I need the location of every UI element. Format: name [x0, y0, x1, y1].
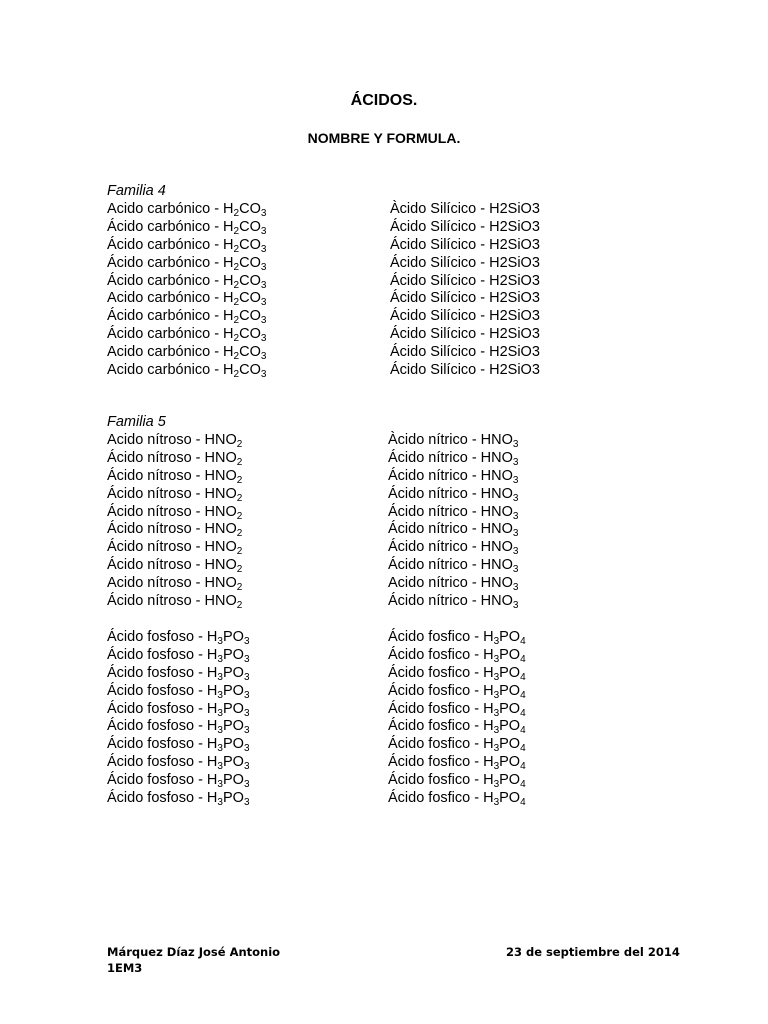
acid-name-text: Ácido carbónico - H — [107, 272, 234, 289]
formula-subscript: 4 — [520, 671, 526, 683]
formula-part: PO — [222, 790, 244, 807]
formula-subscript: 2 — [233, 351, 240, 363]
formula-subscript: 3 — [493, 689, 500, 701]
formula-part: PO — [499, 646, 521, 663]
acid-entry — [107, 790, 250, 808]
formula-subscript: 2 — [236, 492, 243, 504]
section-2-left-column — [107, 629, 250, 808]
formula-subscript: 3 — [243, 761, 250, 773]
formula-subscript: 2 — [233, 243, 240, 255]
acid-name-text: Ácido nítroso - HNO — [107, 593, 237, 610]
acid-entry — [388, 629, 526, 647]
formula-subscript: 3 — [512, 600, 519, 612]
formula-subscript: 3 — [217, 725, 223, 737]
formula-subscript: 3 — [243, 743, 250, 755]
formula-part: PO — [222, 664, 244, 681]
formula-subscript: 3 — [243, 779, 250, 791]
acid-entry — [107, 362, 266, 380]
acid-entry — [388, 504, 518, 522]
acid-name-text: Ácido nítroso - HNO — [107, 467, 237, 484]
acid-entry — [388, 736, 526, 754]
formula-subscript: 2 — [236, 456, 243, 468]
formula-part: PO — [499, 682, 521, 699]
acid-name-text: Ácido nítrico - HNO — [388, 521, 513, 538]
formula-subscript: 2 — [236, 528, 243, 540]
formula-part: PO — [222, 718, 244, 735]
formula-subscript: 2 — [236, 439, 243, 450]
formula-subscript: 4 — [520, 636, 526, 647]
acid-name-text: Acido carbónico - H — [107, 362, 234, 379]
formula-part: PO — [499, 700, 521, 717]
acid-entry — [107, 219, 266, 237]
formula-part: PO — [499, 664, 521, 681]
formula-subscript: 3 — [493, 707, 500, 719]
acid-entry — [388, 521, 518, 539]
formula-subscript: 2 — [233, 297, 240, 309]
formula-subscript: 3 — [243, 725, 250, 737]
acid-name-text: Acido carbónico - H — [107, 290, 234, 307]
acid-entry — [388, 683, 526, 701]
acid-entry — [107, 308, 266, 326]
formula-subscript: 3 — [243, 707, 250, 719]
acid-name-text: Àcido nítrico - HNO — [388, 432, 513, 448]
formula-part: PO — [222, 646, 244, 663]
acid-name-text: Ácido nítrico - HNO — [388, 557, 513, 574]
formula-subscript: 2 — [233, 333, 240, 345]
section-label-familia-4: Familia 4 — [107, 183, 166, 199]
formula-subscript: 2 — [233, 279, 240, 291]
acid-name-text: Ácido carbónico - H — [107, 326, 234, 343]
formula-subscript: 3 — [243, 636, 250, 647]
acid-entry — [388, 593, 518, 611]
acid-entry — [107, 701, 250, 719]
formula-subscript: 3 — [243, 671, 250, 683]
formula-part: CO — [239, 308, 261, 325]
acid-entry — [107, 468, 242, 486]
acid-entry — [107, 486, 242, 504]
acid-entry — [107, 273, 266, 291]
acid-name-text: Ácido carbónico - H — [107, 254, 234, 271]
acid-entry — [107, 718, 250, 736]
formula-subscript: 2 — [233, 369, 240, 381]
formula-subscript: 3 — [243, 653, 250, 665]
acid-entry — [390, 344, 540, 362]
formula-subscript: 2 — [236, 546, 243, 558]
acid-name-text: Ácido Silícico - H2SiO3 — [390, 308, 540, 325]
acid-entry — [390, 237, 540, 255]
formula-subscript: 3 — [512, 492, 519, 504]
acid-name-text: Ácido fosfoso - H — [107, 646, 218, 663]
formula-part: PO — [499, 629, 521, 645]
formula-subscript: 3 — [493, 725, 500, 737]
acid-entry — [107, 504, 242, 522]
acid-name-text: Ácido carbónico - H — [107, 308, 234, 325]
formula-part: PO — [222, 629, 244, 645]
formula-part: CO — [239, 272, 261, 289]
acid-entry — [107, 683, 250, 701]
formula-subscript: 3 — [260, 369, 267, 381]
formula-subscript: 3 — [217, 797, 223, 809]
acid-name-text: Ácido fosfoso - H — [107, 629, 218, 645]
acid-entry — [388, 754, 526, 772]
formula-subscript: 4 — [520, 707, 526, 719]
formula-part: PO — [222, 754, 244, 771]
acid-name-text: Acido nítroso - HNO — [107, 575, 237, 592]
acid-name-text: Ácido fosfoso - H — [107, 790, 218, 807]
acid-name-text: Ácido fosfico - H — [388, 718, 494, 735]
acid-name-text: Ácido nítroso - HNO — [107, 503, 237, 520]
acid-entry — [107, 255, 266, 273]
formula-subscript: 3 — [512, 510, 519, 522]
acid-entry — [107, 754, 250, 772]
section-2-right-column — [388, 629, 526, 808]
section-label-familia-5: Familia 5 — [107, 414, 166, 430]
formula-subscript: 3 — [260, 261, 267, 273]
acid-entry — [107, 629, 250, 647]
acid-entry — [388, 718, 526, 736]
acid-name-text: Ácido Silícico - H2SiO3 — [390, 272, 540, 289]
acid-name-text: Ácido nítroso - HNO — [107, 485, 237, 502]
acid-name-text: Ácido nítroso - HNO — [107, 521, 237, 538]
acid-entry — [107, 326, 266, 344]
acid-name-text: Ácido nítrico - HNO — [388, 593, 513, 610]
formula-subscript: 3 — [493, 653, 500, 665]
formula-subscript: 2 — [233, 261, 240, 273]
footer-author: Márquez Díaz José Antonio — [107, 945, 281, 959]
formula-part: PO — [499, 718, 521, 735]
formula-part: CO — [239, 236, 261, 253]
acid-name-text: Ácido fosfico - H — [388, 646, 494, 663]
formula-part: CO — [239, 344, 261, 361]
acid-name-text: Ácido Silícico - H2SiO3 — [390, 326, 540, 343]
acid-name-text: Acido nítroso - HNO — [107, 432, 237, 448]
formula-subscript: 3 — [493, 779, 500, 791]
formula-subscript: 3 — [493, 743, 500, 755]
acid-entry — [388, 575, 518, 593]
acid-name-text: Ácido nítroso - HNO — [107, 539, 237, 556]
formula-part: PO — [222, 772, 244, 789]
section-1-right-column — [388, 432, 518, 611]
formula-part: PO — [499, 790, 521, 807]
acid-name-text: Ácido Silícico - H2SiO3 — [390, 344, 540, 361]
acid-entry — [107, 344, 266, 362]
acid-name-text: Ácido nítroso - HNO — [107, 449, 237, 466]
acid-name-text: Ácido fosfoso - H — [107, 718, 218, 735]
acid-entry — [107, 521, 242, 539]
formula-subscript: 3 — [512, 582, 519, 594]
formula-part: CO — [239, 326, 261, 343]
formula-subscript: 3 — [243, 689, 250, 701]
formula-subscript: 3 — [493, 671, 500, 683]
formula-subscript: 3 — [512, 439, 519, 450]
document-subtitle: NOMBRE Y FORMULA. — [307, 130, 461, 146]
formula-subscript: 3 — [260, 225, 267, 237]
formula-subscript: 3 — [260, 279, 267, 291]
formula-subscript: 3 — [512, 528, 519, 540]
acid-name-text: Acido carbónico - H — [107, 201, 234, 217]
acid-entry — [107, 237, 266, 255]
formula-part: CO — [239, 201, 261, 217]
formula-subscript: 3 — [260, 315, 267, 327]
formula-part: CO — [239, 290, 261, 307]
formula-subscript: 2 — [236, 600, 243, 612]
acid-entry — [388, 432, 518, 450]
section-0-left-column — [107, 201, 266, 380]
acid-entry — [388, 468, 518, 486]
acid-name-text: Ácido fosfico - H — [388, 700, 494, 717]
formula-subscript: 3 — [260, 351, 267, 363]
acid-entry — [388, 486, 518, 504]
formula-subscript: 3 — [217, 671, 223, 683]
formula-part: PO — [222, 736, 244, 753]
formula-part: PO — [222, 682, 244, 699]
formula-part: PO — [499, 754, 521, 771]
formula-subscript: 2 — [233, 208, 240, 219]
acid-entry — [107, 290, 266, 308]
acid-name-text: Ácido carbónico - H — [107, 218, 234, 235]
formula-subscript: 4 — [520, 797, 526, 809]
acid-name-text: Ácido fosfico - H — [388, 736, 494, 753]
acid-entry — [388, 539, 518, 557]
formula-subscript: 3 — [512, 474, 519, 486]
acid-name-text: Ácido carbónico - H — [107, 236, 234, 253]
acid-name-text: Ácido fosfoso - H — [107, 664, 218, 681]
formula-part: PO — [499, 736, 521, 753]
formula-subscript: 3 — [217, 636, 223, 647]
formula-subscript: 2 — [233, 225, 240, 237]
acid-name-text: Ácido Silícico - H2SiO3 — [390, 236, 540, 253]
acid-entry — [388, 647, 526, 665]
formula-subscript: 4 — [520, 743, 526, 755]
document-title: ÁCIDOS. — [350, 92, 418, 109]
formula-subscript: 3 — [260, 297, 267, 309]
acid-entry — [390, 201, 540, 219]
acid-entry — [388, 665, 526, 683]
acid-name-text: Ácido fosfoso - H — [107, 754, 218, 771]
formula-subscript: 2 — [236, 564, 243, 576]
acid-entry — [107, 201, 266, 219]
section-0-right-column — [390, 201, 540, 380]
formula-subscript: 2 — [236, 582, 243, 594]
acid-name-text: Ácido fosfoso - H — [107, 682, 218, 699]
acid-entry — [390, 326, 540, 344]
acid-name-text: Ácido nítroso - HNO — [107, 557, 237, 574]
acid-entry — [388, 450, 518, 468]
formula-subscript: 3 — [512, 564, 519, 576]
acid-entry — [390, 273, 540, 291]
acid-name-text: Ácido fosfico - H — [388, 682, 494, 699]
acid-entry — [107, 647, 250, 665]
formula-subscript: 2 — [236, 474, 243, 486]
acid-entry — [390, 255, 540, 273]
acid-name-text: Ácido fosfoso - H — [107, 700, 218, 717]
acid-entry — [388, 790, 526, 808]
formula-part: CO — [239, 218, 261, 235]
acid-name-text: Ácido fosfico - H — [388, 754, 494, 771]
formula-subscript: 3 — [217, 707, 223, 719]
acid-entry — [107, 557, 242, 575]
footer-author-block — [107, 944, 280, 976]
acid-entry — [388, 701, 526, 719]
formula-subscript: 3 — [512, 546, 519, 558]
acid-name-text: Acido nítrico - HNO — [388, 575, 513, 592]
section-1-left-column — [107, 432, 242, 611]
acid-entry — [390, 362, 540, 380]
acid-name-text: Ácido nítrico - HNO — [388, 503, 513, 520]
formula-subscript: 4 — [520, 689, 526, 701]
acid-name-text: Ácido Silícico - H2SiO3 — [390, 362, 540, 379]
formula-subscript: 3 — [493, 797, 500, 809]
acid-entry — [388, 772, 526, 790]
acid-name-text: Acido carbónico - H — [107, 344, 234, 361]
acid-entry — [107, 539, 242, 557]
acid-entry — [107, 593, 242, 611]
formula-subscript: 3 — [512, 456, 519, 468]
acid-name-text: Ácido nítrico - HNO — [388, 485, 513, 502]
formula-part: PO — [499, 772, 521, 789]
acid-name-text: Ácido fosfoso - H — [107, 736, 218, 753]
formula-subscript: 4 — [520, 761, 526, 773]
formula-part: PO — [222, 700, 244, 717]
formula-subscript: 4 — [520, 779, 526, 791]
footer-date: 23 de septiembre del 2014 — [506, 945, 680, 959]
acid-name-text: Ácido Silícico - H2SiO3 — [390, 254, 540, 271]
acid-name-text: Ácido fosfico - H — [388, 629, 494, 645]
acid-entry — [107, 736, 250, 754]
acid-name-text: Ácido nítrico - HNO — [388, 539, 513, 556]
acid-name-text: Àcido Silícico - H2SiO3 — [390, 201, 540, 217]
formula-subscript: 3 — [217, 761, 223, 773]
acid-entry — [107, 665, 250, 683]
formula-subscript: 3 — [217, 689, 223, 701]
acid-name-text: Ácido Silícico - H2SiO3 — [390, 290, 540, 307]
formula-subscript: 3 — [260, 333, 267, 345]
formula-subscript: 2 — [233, 315, 240, 327]
formula-subscript: 4 — [520, 725, 526, 737]
formula-subscript: 3 — [260, 208, 267, 219]
acid-name-text: Ácido fosfoso - H — [107, 772, 218, 789]
formula-subscript: 4 — [520, 653, 526, 665]
acid-name-text: Ácido nítrico - HNO — [388, 449, 513, 466]
acid-name-text: Ácido Silícico - H2SiO3 — [390, 218, 540, 235]
acid-entry — [388, 557, 518, 575]
acid-entry — [107, 772, 250, 790]
acid-entry — [107, 432, 242, 450]
acid-name-text: Ácido fosfico - H — [388, 790, 494, 807]
formula-subscript: 3 — [243, 797, 250, 809]
formula-subscript: 3 — [217, 653, 223, 665]
footer-group: 1EM3 — [107, 961, 143, 975]
formula-subscript: 2 — [236, 510, 243, 522]
formula-subscript: 3 — [217, 779, 223, 791]
acid-entry — [390, 308, 540, 326]
acid-entry — [107, 575, 242, 593]
formula-subscript: 3 — [260, 243, 267, 255]
formula-subscript: 3 — [217, 743, 223, 755]
acid-entry — [390, 290, 540, 308]
formula-subscript: 3 — [493, 636, 500, 647]
formula-subscript: 3 — [493, 761, 500, 773]
acid-name-text: Ácido fosfico - H — [388, 664, 494, 681]
acid-name-text: Ácido fosfico - H — [388, 772, 494, 789]
acid-name-text: Ácido nítrico - HNO — [388, 467, 513, 484]
formula-part: CO — [239, 362, 261, 379]
acid-entry — [107, 450, 242, 468]
acid-entry — [390, 219, 540, 237]
formula-part: CO — [239, 254, 261, 271]
